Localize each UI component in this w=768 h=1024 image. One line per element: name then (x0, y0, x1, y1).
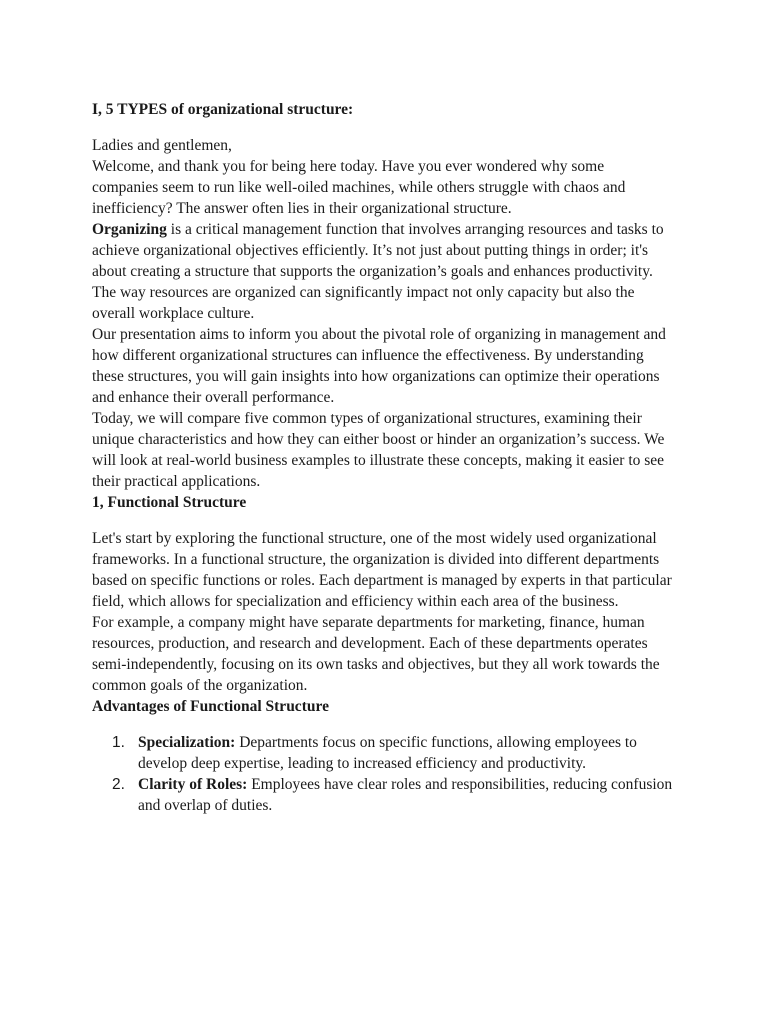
document-title: I, 5 TYPES of organizational structure: (92, 101, 354, 118)
list-item-number: 2. (112, 776, 125, 793)
list-item-term: Clarity of Roles: (138, 776, 248, 793)
organizing-paragraph (92, 219, 674, 324)
list-item-text: Departments focus on specific functions, allowing employees to develop deep expertise, leading to increased efficiency and productivity. (138, 734, 637, 772)
presentation-aim-paragraph: Our presentation aims to inform you about the pivotal role of organizing in management and how different organizational structures can influence the effectiveness. By understanding these structures, you will gain insights into how organizations can optimize their operations and enhance their overall performance. (92, 326, 666, 406)
list-item-term: Specialization: (138, 734, 236, 751)
list-item (92, 774, 674, 816)
list-item-text: Employees have clear roles and responsibilities, reducing confusion and overlap of duties. (138, 776, 673, 814)
document-page (92, 99, 674, 816)
greeting-paragraph: Ladies and gentlemen, (92, 137, 232, 154)
intro-paragraph: Welcome, and thank you for being here today. Have you ever wondered why some companies seem to run like well-oiled machines, while others struggle with chaos and inefficiency? The answer often lies in their organizational structure. (92, 158, 626, 217)
organizing-text: is a critical management function that involves arranging resources and tasks to achieve organizational objectives efficiently. It’s not just about putting things in order; it's about creating a structure that supports the organization’s goals and enhances productivity. The way resources are organized can significantly impact not only capacity but also the overall workplace culture. (92, 221, 664, 322)
today-paragraph: Today, we will compare five common types of organizational structures, examining their unique characteristics and how they can either boost or hinder an organization’s success. We will look at real-world business examples to illustrate these concepts, making it easier to see their practical applications. (92, 410, 665, 490)
advantages-list (92, 732, 674, 816)
functional-structure-paragraph-2: For example, a company might have separate departments for marketing, finance, human resources, production, and research and development. Each of these departments operates semi-independently, focusing on its own tasks and objectives, but they all work towards the common goals of the organization. (92, 614, 660, 694)
advantages-heading: Advantages of Functional Structure (92, 698, 329, 715)
organizing-term: Organizing (92, 221, 167, 238)
list-item (92, 732, 674, 774)
functional-structure-paragraph-1: Let's start by exploring the functional structure, one of the most widely used organizational frameworks. In a functional structure, the organization is divided into different departments based on specific functions or roles. Each department is managed by experts in that particular field, which allows for specialization and efficiency within each area of the business. (92, 530, 672, 610)
section-heading-functional-structure: 1, Functional Structure (92, 494, 247, 511)
list-item-number: 1. (112, 734, 125, 751)
